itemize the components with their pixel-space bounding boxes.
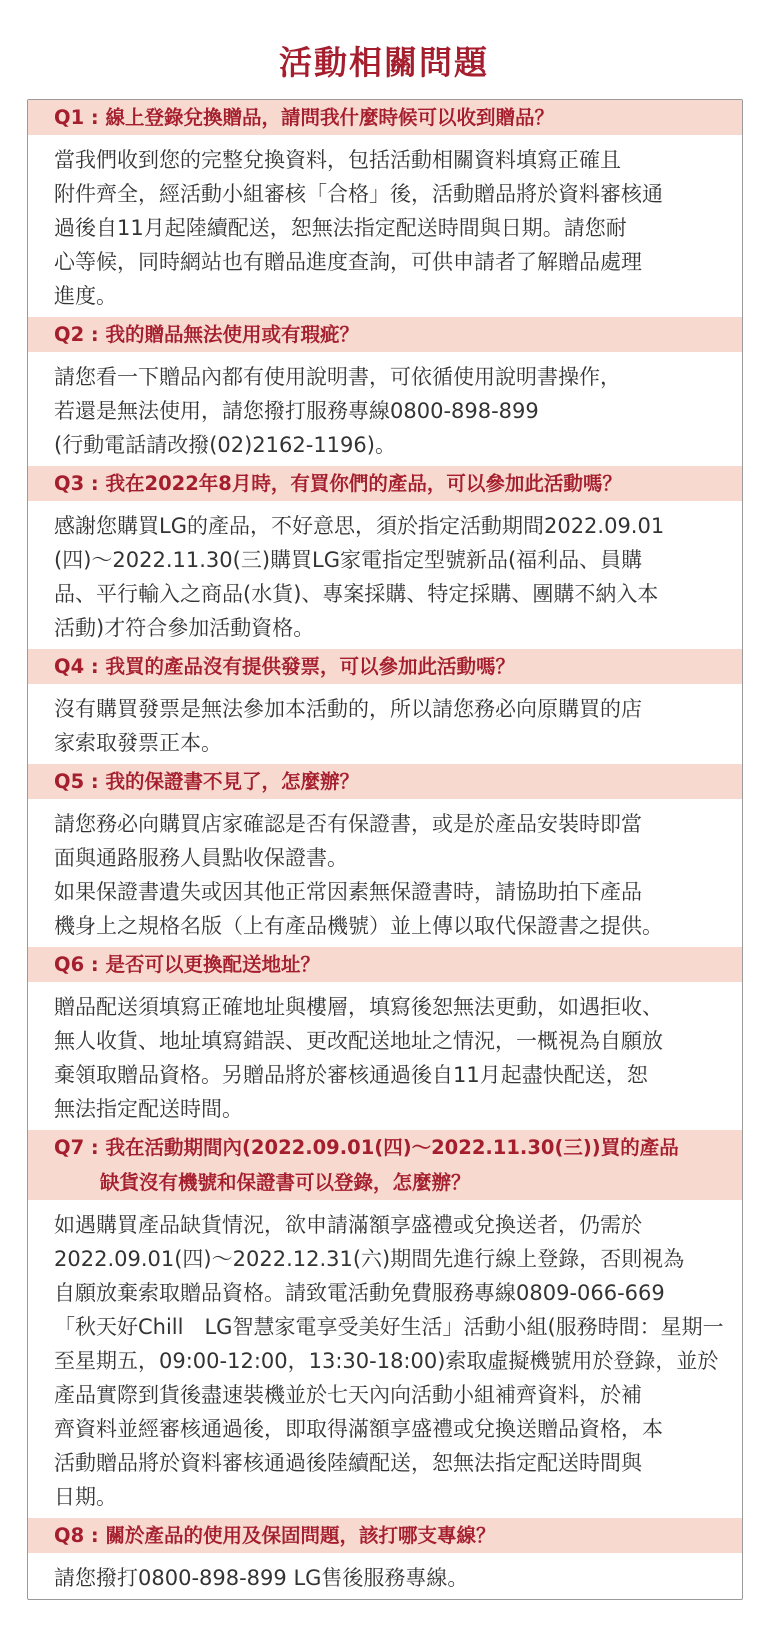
- faq-question-q3: Q3 : 我在2022年8月時，有買你們的產品，可以參加此活動嗎？: [28, 466, 742, 501]
- answer-line: 感謝您購買LG的產品，不好意思，須於指定活動期間2022.09.01: [54, 514, 665, 538]
- faq-item-q8: [28, 1518, 742, 1599]
- answer-line: 自願放棄索取贈品資格。請致電活動免費服務專線0809-066-669: [54, 1281, 665, 1305]
- answer-line: 品、平行輸入之商品(水貨)、專案採購、特定採購、團購不納入本: [54, 582, 659, 606]
- faq-answer-q7: [28, 1200, 742, 1518]
- faq-list: [27, 99, 743, 1600]
- answer-line: 如果保證書遺失或因其他正常因素無保證書時，請協助拍下產品: [54, 880, 642, 904]
- answer-line: 面與通路服務人員點收保證書。: [54, 846, 348, 870]
- faq-question-q8: Q8 : 關於產品的使用及保固問題，該打哪支專線？: [28, 1518, 742, 1553]
- faq-item-q4: [28, 649, 742, 764]
- answer-line: 請您看一下贈品內都有使用說明書，可依循使用說明書操作，: [54, 365, 621, 389]
- faq-answer-q3: [28, 501, 742, 649]
- faq-question-q7: [28, 1130, 742, 1200]
- answer-line: 心等候，同時網站也有贈品進度查詢，可供申請者了解贈品處理: [54, 250, 642, 274]
- answer-line: 無法指定配送時間。: [54, 1097, 243, 1121]
- faq-item-q6: [28, 947, 742, 1130]
- answer-line: 棄領取贈品資格。另贈品將於審核通過後自11月起盡快配送，恕: [54, 1063, 648, 1087]
- faq-answer-q8: [28, 1553, 742, 1599]
- faq-item-q3: [28, 466, 742, 649]
- question-line: Q7 : 我在活動期間內(2022.09.01(四)～2022.11.30(三))買的產品: [54, 1136, 679, 1159]
- answer-line: (行動電話請改撥(02)2162-1196)。: [54, 433, 396, 457]
- answer-line: (四)～2022.11.30(三)購買LG家電指定型號新品(福利品、員購: [54, 548, 643, 572]
- question-line: 缺貨沒有機號和保證書可以登錄，怎麼辦？: [100, 1171, 471, 1194]
- faq-item-q7: [28, 1130, 742, 1518]
- answer-line: 「秋天好Chill LG智慧家電享受美好生活」活動小組(服務時間：星期一: [54, 1315, 724, 1339]
- faq-question-q4: Q4 : 我買的產品沒有提供發票，可以參加此活動嗎？: [28, 649, 742, 684]
- faq-item-q1: [28, 100, 742, 317]
- faq-answer-q1: [28, 135, 742, 317]
- answer-line: 若還是無法使用，請您撥打服務專線0800-898-899: [54, 399, 539, 423]
- answer-line: 日期。: [54, 1485, 117, 1509]
- answer-line: 機身上之規格名版（上有產品機號）並上傳以取代保證書之提供。: [54, 914, 663, 938]
- answer-line: 產品實際到貨後盡速裝機並於七天內向活動小組補齊資料，於補: [54, 1383, 642, 1407]
- answer-line: 進度。: [54, 284, 117, 308]
- faq-answer-q4: [28, 684, 742, 764]
- answer-line: 齊資料並經審核通過後，即取得滿額享盛禮或兌換送贈品資格，本: [54, 1417, 663, 1441]
- answer-line: 活動贈品將於資料審核通過後陸續配送，恕無法指定配送時間與: [54, 1451, 642, 1475]
- faq-answer-q6: [28, 982, 742, 1130]
- answer-line: 當我們收到您的完整兌換資料，包括活動相關資料填寫正確且: [54, 148, 621, 172]
- faq-item-q2: [28, 317, 742, 466]
- faq-question-q6: Q6 : 是否可以更換配送地址？: [28, 947, 742, 982]
- answer-line: 過後自11月起陸續配送，恕無法指定配送時間與日期。請您耐: [54, 216, 627, 240]
- answer-line: 無人收貨、地址填寫錯誤、更改配送地址之情況，一概視為自願放: [54, 1029, 663, 1053]
- page-title: 活動相關問題: [279, 43, 489, 82]
- faq-question-q5: Q5 : 我的保證書不見了，怎麼辦？: [28, 764, 742, 799]
- faq-answer-q2: [28, 352, 742, 466]
- faq-question-q2: Q2 : 我的贈品無法使用或有瑕疵？: [28, 317, 742, 352]
- answer-line: 沒有購買發票是無法參加本活動的，所以請您務必向原購買的店: [54, 697, 642, 721]
- answer-line: 請您務必向購買店家確認是否有保證書，或是於產品安裝時即當: [54, 812, 642, 836]
- answer-line: 如遇購買產品缺貨情況，欲申請滿額享盛禮或兌換送者，仍需於: [54, 1213, 642, 1237]
- answer-line: 至星期五，09:00-12:00，13:30-18:00)索取虛擬機號用於登錄，並於: [54, 1349, 719, 1373]
- answer-line: 家索取發票正本。: [54, 731, 222, 755]
- faq-answer-q5: [28, 799, 742, 947]
- answer-line: 活動)才符合參加活動資格。: [54, 616, 315, 640]
- answer-line: 贈品配送須填寫正確地址與樓層，填寫後恕無法更動，如遇拒收、: [54, 995, 663, 1019]
- answer-line: 附件齊全，經活動小組審核「合格」後，活動贈品將於資料審核通: [54, 182, 663, 206]
- faq-item-q5: [28, 764, 742, 947]
- answer-line: 2022.09.01(四)～2022.12.31(六)期間先進行線上登錄，否則視為: [54, 1247, 685, 1271]
- answer-line: 請您撥打0800-898-899 LG售後服務專線。: [54, 1566, 469, 1590]
- faq-question-q1: Q1 : 線上登錄兌換贈品，請問我什麼時候可以收到贈品？: [28, 100, 742, 135]
